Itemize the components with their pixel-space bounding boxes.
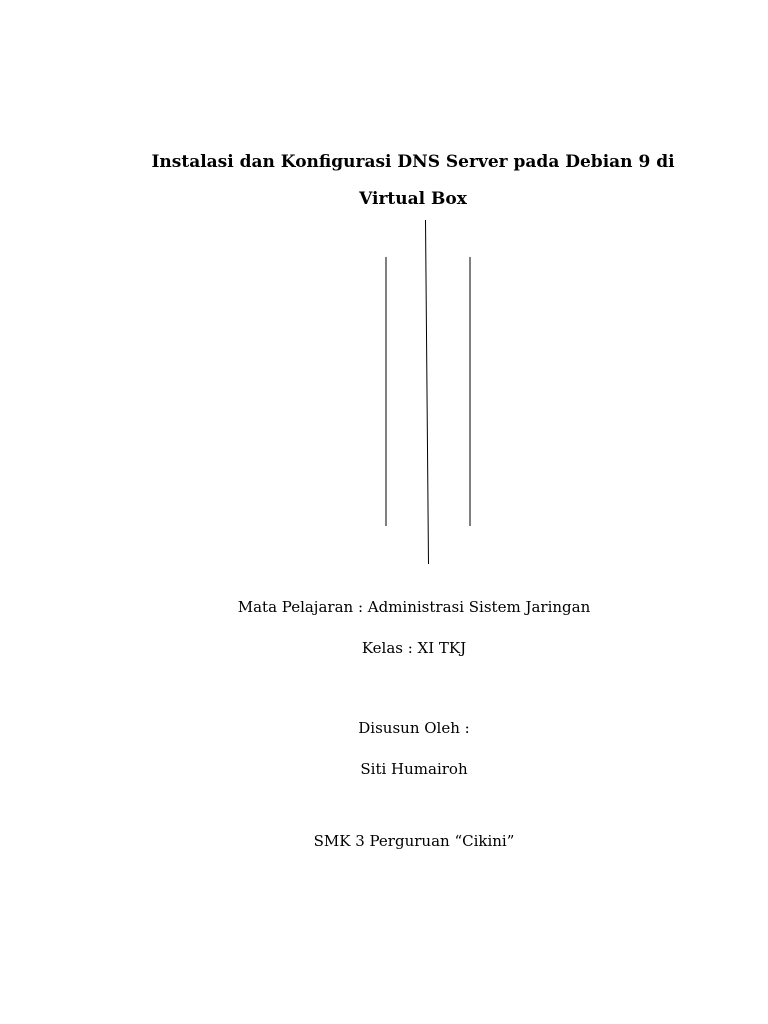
center-line [426,220,429,564]
school-name: SMK 3 Perguruan “Cikini” [313,832,515,850]
author-label: Disusun Oleh : [358,719,470,737]
class-line: Kelas : XI TKJ [361,639,467,657]
title-line-2: Virtual Box [359,189,467,209]
subject-line: Mata Pelajaran : Administrasi Sistem Jaringan [237,598,591,616]
author-name: Siti Humairoh [360,760,468,778]
title-line-1: Instalasi dan Konfigurasi DNS Server pada Debian 9 di [151,152,675,172]
